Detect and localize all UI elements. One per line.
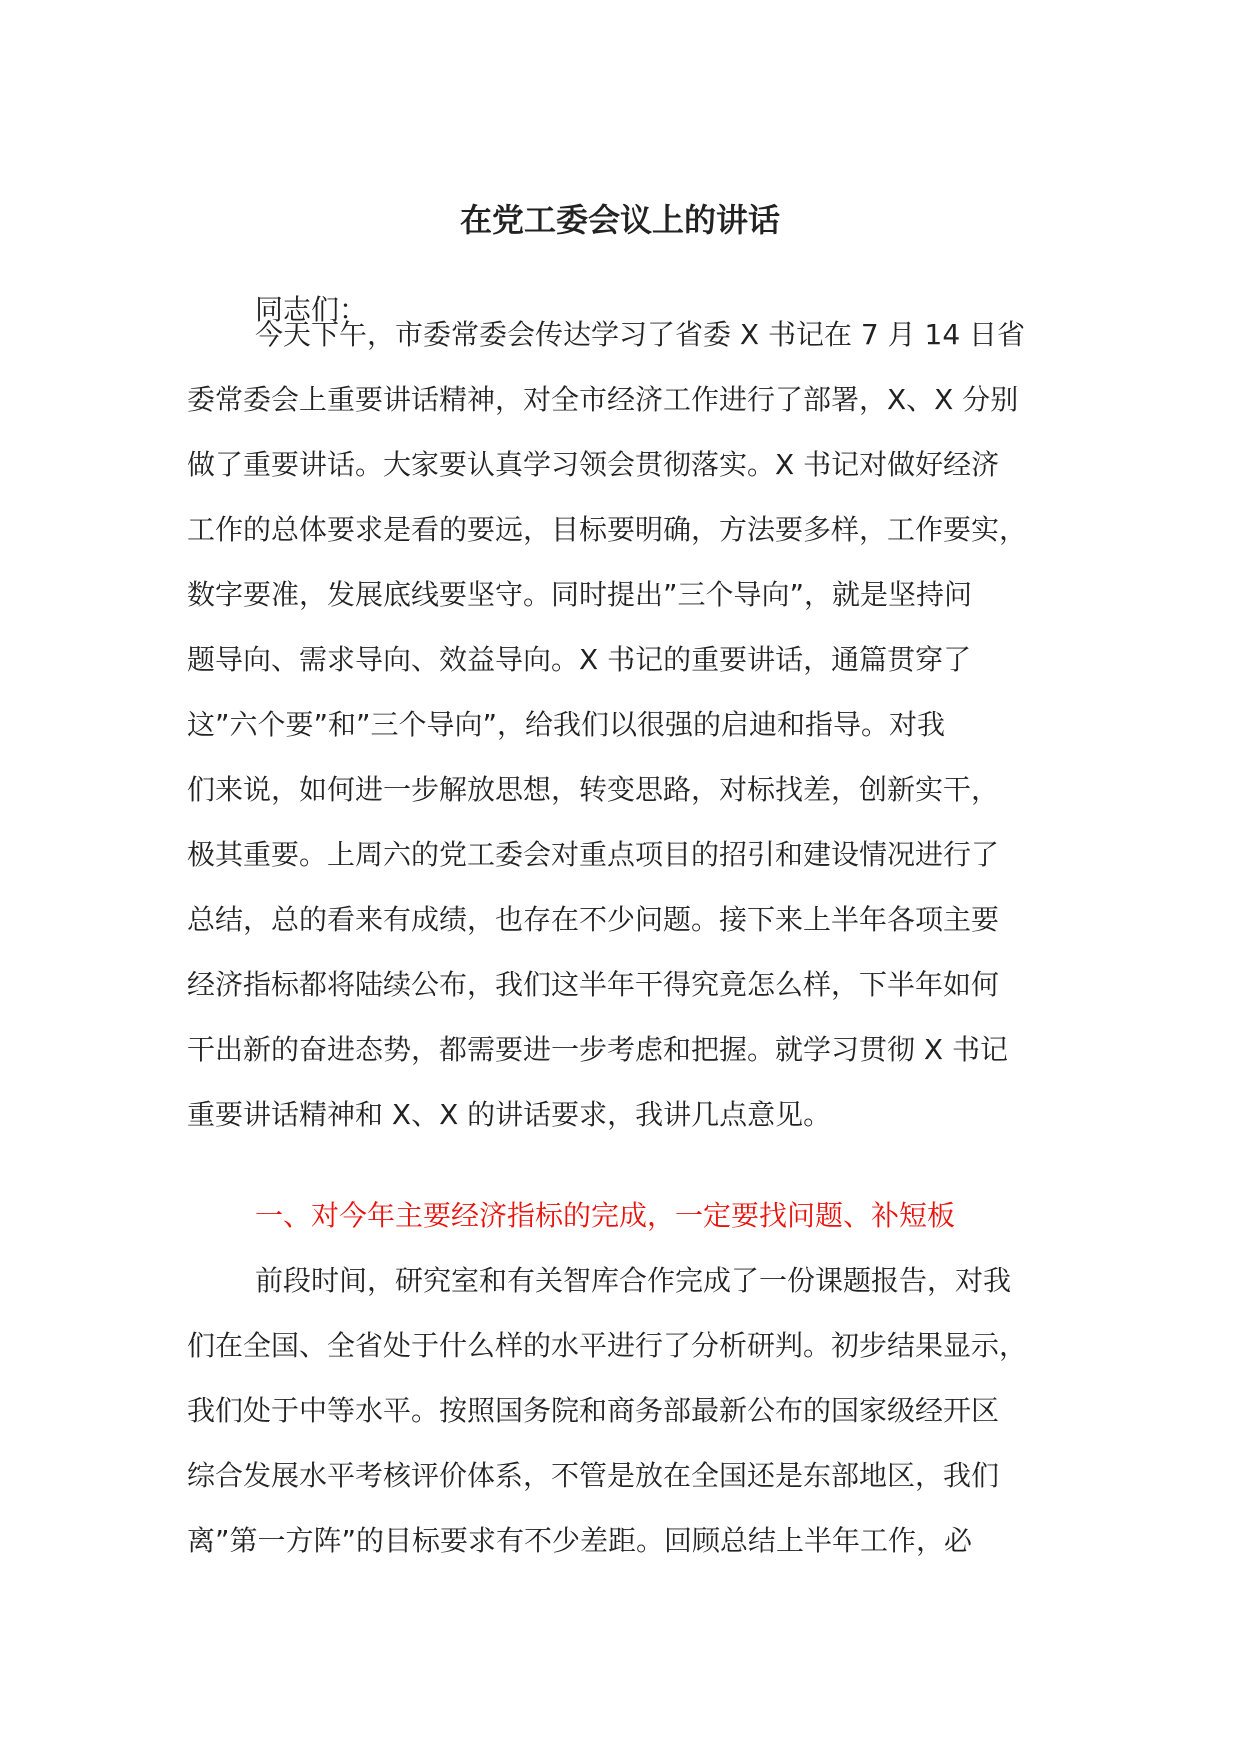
paragraph-line: 经济指标都将陆续公布，我们这半年干得究竟怎么样，下半年如何 — [187, 968, 1000, 1001]
paragraph-line: 总结，总的看来有成绩，也存在不少问题。接下来上半年各项主要 — [187, 903, 1000, 936]
paragraph-2 — [187, 1248, 1067, 1573]
paragraph-line: 我们处于中等水平。按照国务院和商务部最新公布的国家级经开区 — [187, 1394, 1000, 1427]
paragraph-line: 委常委会上重要讲话精神，对全市经济工作进行了部署，X、X 分别 — [187, 383, 1019, 416]
paragraph-line: 工作的总体要求是看的要远，目标要明确，方法要多样，工作要实， — [187, 513, 1028, 546]
paragraph-line: 前段时间，研究室和有关智库合作完成了一份课题报告，对我 — [255, 1264, 1012, 1297]
paragraph-1 — [187, 302, 1067, 1147]
salutation: 同志们： — [255, 293, 368, 326]
section-heading-1: 一、对今年主要经济指标的完成，一定要找问题、补短板 — [255, 1199, 956, 1232]
paragraph-line: 们在全国、全省处于什么样的水平进行了分析研判。初步结果显示， — [187, 1329, 1028, 1362]
paragraph-line: 重要讲话精神和 X、X 的讲话要求，我讲几点意见。 — [187, 1098, 832, 1131]
paragraph-line: 这”六个要”和”三个导向”，给我们以很强的启迪和指导。对我 — [187, 708, 946, 741]
paragraph-line: 干出新的奋进态势，都需要进一步考虑和把握。就学习贯彻 X 书记 — [187, 1033, 1008, 1066]
paragraph-line: 题导向、需求导向、效益导向。X 书记的重要讲话，通篇贯穿了 — [187, 643, 972, 676]
paragraph-line: 综合发展水平考核评价体系，不管是放在全国还是东部地区，我们 — [187, 1459, 1000, 1492]
paragraph-line: 今天下午，市委常委会传达学习了省委 X 书记在 7 月 14 日省 — [255, 318, 1026, 351]
paragraph-line: 离”第一方阵”的目标要求有不少差距。回顾总结上半年工作，必 — [187, 1524, 973, 1557]
document-title: 在党工委会议上的讲话 — [459, 201, 780, 239]
paragraph-line: 极其重要。上周六的党工委会对重点项目的招引和建设情况进行了 — [187, 838, 1000, 871]
paragraph-line: 做了重要讲话。大家要认真学习领会贯彻落实。X 书记对做好经济 — [187, 448, 1000, 481]
paragraph-line: 们来说，如何进一步解放思想，转变思路，对标找差，创新实干， — [187, 773, 1000, 806]
paragraph-line: 数字要准，发展底线要坚守。同时提出”三个导向”，就是坚持问 — [187, 578, 973, 611]
